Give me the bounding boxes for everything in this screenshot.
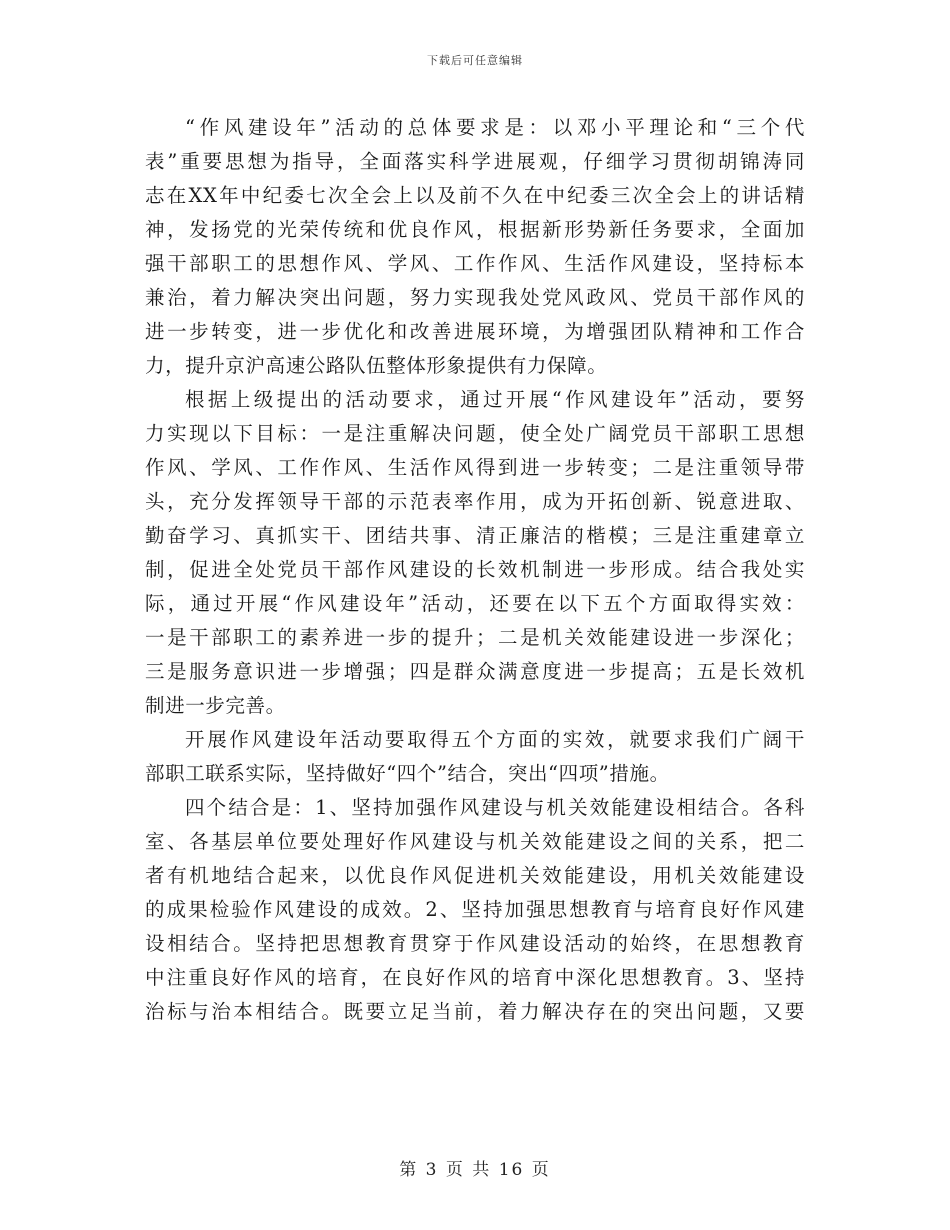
- text-line: 部职工联系实际，坚持做好“四个”结合，突出“四项”措施。: [145, 762, 670, 785]
- text-line: 制，促进全处党员干部作风建设的长效机制进一步形成。结合我处实: [145, 558, 805, 581]
- text-line: 强干部职工的思想作风、学风、工作作风、生活作风建设，坚持标本: [145, 252, 805, 275]
- text-line: 勤奋学习、真抓实干、团结共事、清正廉洁的楷模；三是注重建章立: [145, 524, 805, 547]
- page-header: 下载后可任意编辑: [427, 54, 523, 67]
- text-line: 根据上级提出的活动要求，通过开展“作风建设年”活动，要努: [185, 388, 805, 411]
- text-line: 志在XX年中纪委七次全会上以及前不久在中纪委三次全会上的讲话精: [145, 184, 805, 207]
- text-line: 设相结合。坚持把思想教育贯穿于作风建设活动的始终，在思想教育: [145, 932, 805, 955]
- text-line: 兼治，着力解决突出问题，努力实现我处党风政风、党员干部作风的: [145, 286, 805, 309]
- text-line: 一是干部职工的素养进一步的提升；二是机关效能建设进一步深化；: [145, 626, 805, 649]
- text-line: 治标与治本相结合。既要立足当前，着力解决存在的突出问题，又要: [145, 1000, 805, 1023]
- text-line: 四个结合是：1、坚持加强作风建设与机关效能建设相结合。各科: [185, 796, 805, 819]
- page-number-footer: 第 3 页 共 16 页: [399, 1160, 551, 1180]
- text-line: 头，充分发挥领导干部的示范表率作用，成为开拓创新、锐意进取、: [145, 490, 805, 513]
- text-line: 力，提升京沪高速公路队伍整体形象提供有力保障。: [145, 354, 608, 377]
- text-line: 的成果检验作风建设的成效。2、坚持加强思想教育与培育良好作风建: [145, 898, 805, 921]
- text-line: 神，发扬党的光荣传统和优良作风，根据新形势新任务要求，全面加: [145, 218, 805, 241]
- text-line: 三是服务意识进一步增强；四是群众满意度进一步提高；五是长效机: [145, 660, 805, 683]
- text-line: 际，通过开展“作风建设年”活动，还要在以下五个方面取得实效：: [145, 592, 805, 615]
- text-line: 中注重良好作风的培育，在良好作风的培育中深化思想教育。3、坚持: [145, 966, 805, 989]
- text-line: 力实现以下目标：一是注重解决问题，使全处广阔党员干部职工思想: [145, 422, 805, 445]
- text-line: 进一步转变，进一步优化和改善进展环境，为增强团队精神和工作合: [145, 320, 805, 343]
- text-line: 开展作风建设年活动要取得五个方面的实效，就要求我们广阔干: [185, 728, 805, 751]
- text-line: 者有机地结合起来，以优良作风促进机关效能建设，用机关效能建设: [145, 864, 805, 887]
- text-line: 室、各基层单位要处理好作风建设与机关效能建设之间的关系，把二: [145, 830, 805, 853]
- text-line: 作风、学风、工作作风、生活作风得到进一步转变；二是注重领导带: [145, 456, 805, 479]
- text-line: 制进一步完善。: [145, 694, 286, 717]
- document-body: [145, 111, 805, 1029]
- text-line: 表”重要思想为指导，全面落实科学进展观，仔细学习贯彻胡锦涛同: [145, 150, 805, 173]
- text-line: “作风建设年”活动的总体要求是：以邓小平理论和“三个代: [185, 116, 805, 139]
